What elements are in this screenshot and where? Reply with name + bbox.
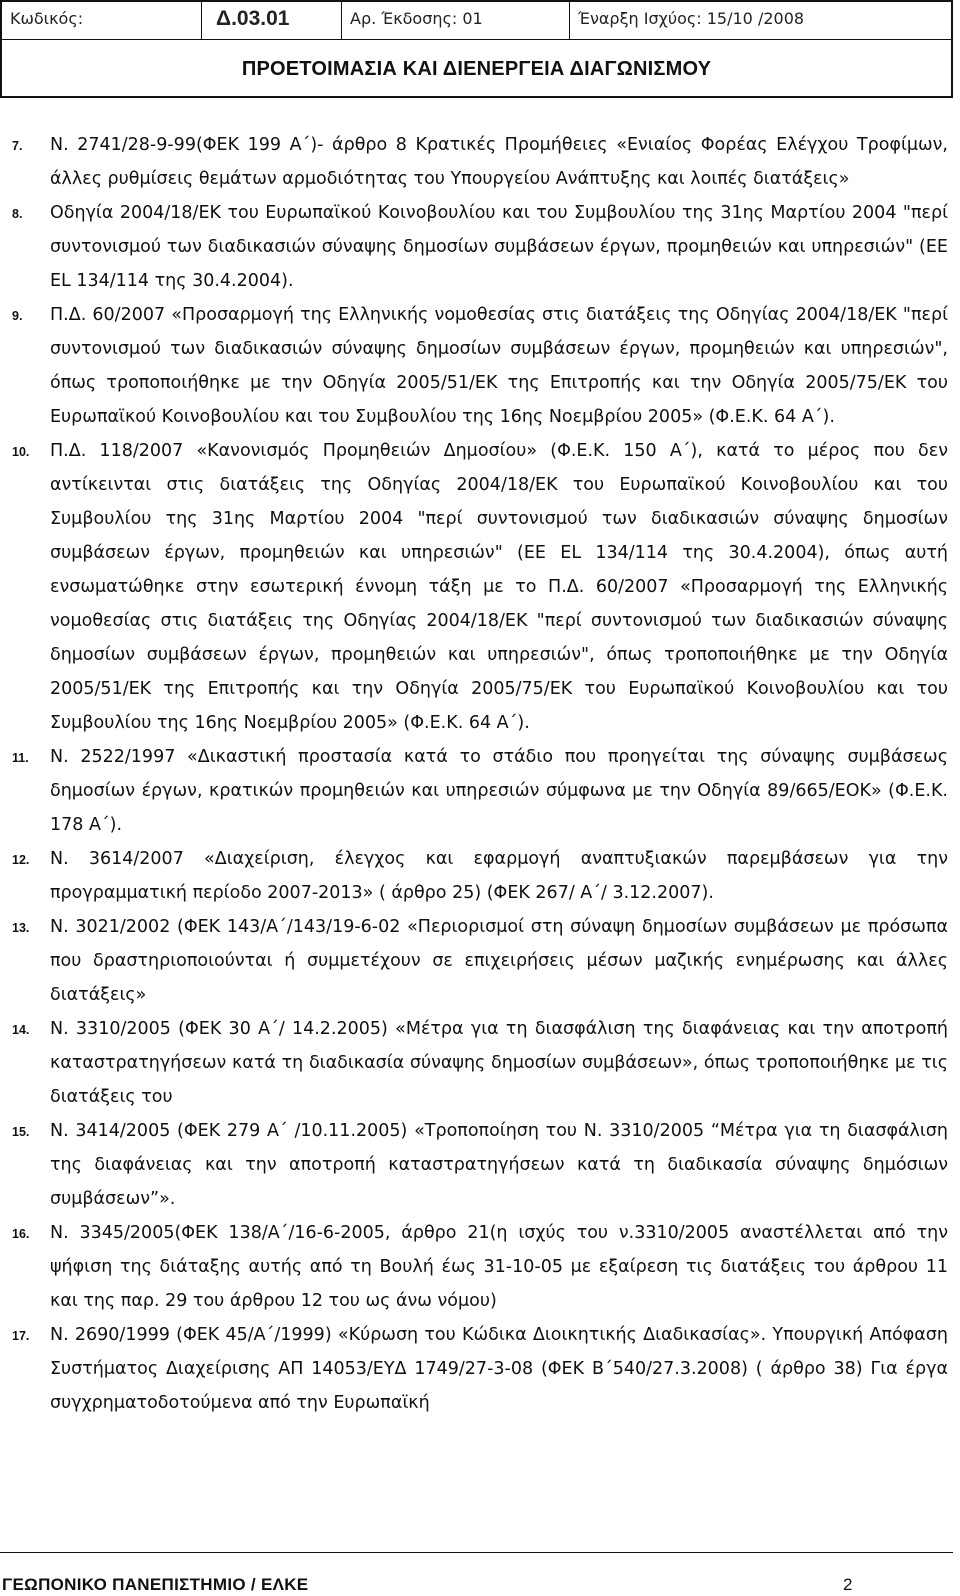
- item-number: 12.: [12, 853, 30, 867]
- header-meta-row: [2, 2, 951, 40]
- list-item: [0, 740, 960, 842]
- list-item: [0, 1012, 960, 1114]
- version-cell: [342, 2, 570, 39]
- document-code: Δ.03.01: [216, 7, 290, 30]
- item-text: Π.Δ. 60/2007 «Προσαρμογή της Ελληνικής νομοθεσίας στις διατάξεις της Οδηγίας 2004/18/ΕΚ "περί συντονισμού των διαδικασιών σύναψης δημοσίων συμβάσεων έργων, προμηθειών και υπηρεσιών", όπως τροποποιήθηκε με την Οδηγία 2005/51/ΕΚ της Επιτροπής και την Οδηγία 2005/75/ΕΚ του Ευρωπαϊκού Κοινοβουλίου και του Συμβουλίου της 16ης Νοεμβρίου 2005» (Φ.Ε.Κ. 64 Α΄).: [50, 305, 948, 427]
- organization-name: ΓΕΩΠΟΝΙΚΟ ΠΑΝΕΠΙΣΤΗΜΙΟ / ΕΛΚΕ: [2, 1575, 309, 1594]
- list-item: [0, 298, 960, 434]
- item-text: Ν. 3021/2002 (ΦΕΚ 143/Α΄/143/19-6-02 «Περιορισμοί στη σύναψη δημοσίων συμβάσεων με πρόσωπα που δραστηριοποιούνται ή συμμετέχουν σε επιχειρήσεις μέσων μαζικής ενημέρωσης και άλλες διατάξεις»: [50, 917, 948, 1005]
- version-number: Αρ. Έκδοσης: 01: [350, 9, 483, 28]
- item-number: 16.: [12, 1227, 30, 1241]
- item-text: Ν. 2741/28-9-99(ΦΕΚ 199 Α΄)- άρθρο 8 Κρατικές Προμήθειες «Ενιαίος Φορέας Ελέγχου Τροφίμων, άλλες ρυθμίσεις θεμάτων αρμοδιότητας του Υπουργείου Ανάπτυξης και λοιπές διατάξεις»: [50, 135, 948, 189]
- effective-date-cell: [570, 2, 951, 39]
- item-text: Ν. 3414/2005 (ΦΕΚ 279 Α΄ /10.11.2005) «Τροποποίηση του Ν. 3310/2005 “Μέτρα για τη διασφάλιση της διαφάνειας και την αποτροπή καταστρατηγήσεων κατά τη διαδικασία σύναψης δημόσιων συμβάσεων”».: [50, 1121, 948, 1209]
- list-item: [0, 434, 960, 740]
- list-item: [0, 842, 960, 910]
- item-text: Ν. 3614/2007 «Διαχείριση, έλεγχος και εφαρμογή αναπτυξιακών παρεμβάσεων για την προγραμματική περίοδο 2007-2013» ( άρθρο 25) (ΦΕΚ 267/ Α΄/ 3.12.2007).: [50, 849, 948, 903]
- item-number: 14.: [12, 1023, 30, 1037]
- item-number: 15.: [12, 1125, 30, 1139]
- effective-date: Έναρξη Ισχύος: 15/10 /2008: [578, 9, 805, 28]
- code-label-cell: [2, 2, 202, 39]
- page-number: 2: [843, 1575, 853, 1594]
- document-footer: [0, 1552, 953, 1594]
- item-number: 7.: [12, 139, 23, 153]
- item-text: Οδηγία 2004/18/ΕΚ του Ευρωπαϊκού Κοινοβουλίου και του Συμβουλίου της 31ης Μαρτίου 2004 "περί συντονισμού των διαδικασιών σύναψης δημοσίων συμβάσεων έργων, προμηθειών και υπηρεσιών" (ΕΕ EL 134/114 της 30.4.2004).: [50, 203, 948, 291]
- legislation-list: [0, 128, 960, 1420]
- item-number: 8.: [12, 207, 23, 221]
- list-item: [0, 1216, 960, 1318]
- list-item: [0, 910, 960, 1012]
- item-text: Ν. 2522/1997 «Δικαστική προστασία κατά το στάδιο που προηγείται της σύναψης συμβάσεως δημοσίων έργων, κρατικών προμηθειών και υπηρεσιών σύμφωνα με την Οδηγία 89/665/ΕΟΚ» (Φ.Ε.Κ. 178 Α΄).: [50, 747, 948, 835]
- list-item: [0, 1318, 960, 1420]
- item-number: 11.: [12, 751, 29, 765]
- item-text: Ν. 3345/2005(ΦΕΚ 138/Α΄/16-6-2005, άρθρο 21(η ισχύς του ν.3310/2005 αναστέλλεται από την ψήφιση της διάταξης αυτής από τη Βουλή έως 31-10-05 με εξαίρεση τις διατάξεις του άρθρου 11 και της παρ. 29 του άρθρου 12 του ως άνω νόμου): [50, 1223, 948, 1311]
- item-number: 10.: [12, 445, 30, 459]
- item-text: Ν. 3310/2005 (ΦΕΚ 30 Α΄/ 14.2.2005) «Μέτρα για τη διασφάλιση της διαφάνειας και την αποτροπή καταστρατηγήσεων κατά τη διαδικασία σύναψης δημοσίων συμβάσεων», όπως τροποποιήθηκε με τις διατάξεις του: [50, 1019, 948, 1107]
- item-number: 9.: [12, 309, 23, 323]
- document-header: [0, 0, 953, 98]
- list-item: [0, 196, 960, 298]
- list-item: [0, 128, 960, 196]
- list-item: [0, 1114, 960, 1216]
- item-number: 17.: [12, 1329, 30, 1343]
- code-label: Κωδικός:: [10, 9, 84, 28]
- item-text: Ν. 2690/1999 (ΦΕΚ 45/Α΄/1999) «Κύρωση του Κώδικα Διοικητικής Διαδικασίας». Υπουργική Απόφαση Συστήματος Διαχείρισης ΑΠ 14053/ΕΥΔ 1749/27-3-08 (ΦΕΚ Β΄540/27.3.2008) ( άρθρο 38) Για έργα συγχρηματοδοτούμενα από την Ευρωπαϊκή: [50, 1325, 948, 1413]
- item-number: 13.: [12, 921, 30, 935]
- item-text: Π.Δ. 118/2007 «Κανονισμός Προμηθειών Δημοσίου» (Φ.Ε.Κ. 150 Α΄), κατά το μέρος που δεν αντίκεινται στις διατάξεις της Οδηγίας 2004/18/ΕΚ του Ευρωπαϊκού Κοινοβουλίου και του Συμβουλίου της 31ης Μαρτίου 2004 "περί συντονισμού των διαδικασιών σύναψης δημοσίων συμβάσεων έργων, προμηθειών και υπηρεσιών" (ΕΕ EL 134/114 της 30.4.2004), όπως αυτή ενσωματώθηκε στην εσωτερική έννομη τάξη με το Π.Δ. 60/2007 «Προσαρμογή της Ελληνικής νομοθεσίας στις διατάξεις της Οδηγίας 2004/18/ΕΚ "περί συντονισμού των διαδικασιών σύναψης δημοσίων συμβάσεων έργων, προμηθειών και υπηρεσιών", όπως τροποποιήθηκε με την Οδηγία 2005/51/ΕΚ της Επιτροπής και την Οδηγία 2005/75/ΕΚ του Ευρωπαϊκού Κοινοβουλίου και του Συμβουλίου της 16ης Νοεμβρίου 2005» (Φ.Ε.Κ. 64 Α΄).: [50, 441, 948, 733]
- document-title: ΠΡΟΕΤΟΙΜΑΣΙΑ ΚΑΙ ΔΙΕΝΕΡΓΕΙΑ ΔΙΑΓΩΝΙΣΜΟΥ: [241, 58, 712, 80]
- code-value-cell: [202, 2, 342, 39]
